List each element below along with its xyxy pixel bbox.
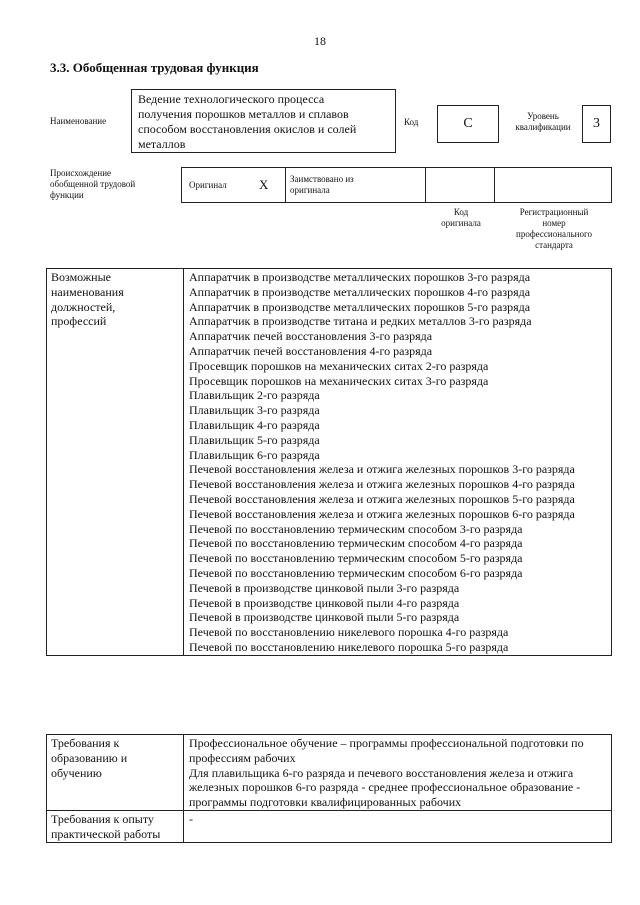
position-item: Печевой по восстановлению термическим способом 4-го разряда bbox=[189, 536, 523, 551]
experience-label-cell bbox=[47, 810, 184, 842]
borrowed-cell bbox=[286, 168, 426, 202]
position-item: Печевой восстановления железа и отжига железных порошков 6-го разряда bbox=[189, 506, 575, 521]
origin-label-line: Происхождение bbox=[50, 168, 112, 178]
section-title: 3.3. Обобщенная трудовая функция bbox=[50, 60, 259, 75]
position-item: Плавильщик 6-го разряда bbox=[189, 447, 320, 462]
name-line: металлов bbox=[138, 137, 186, 151]
education-label-line: Требования к bbox=[51, 736, 120, 750]
borrowed-label bbox=[290, 174, 354, 196]
borrowed-label-line: Заимствовано из bbox=[290, 174, 354, 184]
experience-text-cell: - bbox=[184, 810, 612, 842]
origin-label-line: обобщенной трудовой bbox=[50, 179, 136, 189]
original-label: Оригинал bbox=[189, 180, 227, 190]
name-label: Наименование bbox=[50, 116, 107, 126]
caption-line: оригинала bbox=[441, 218, 481, 228]
name-value-box bbox=[131, 89, 396, 153]
position-item: Печевой в производстве цинковой пыли 3-го разряда bbox=[189, 580, 460, 595]
position-item: Просевщик порошков на механических ситах 3-го разряда bbox=[189, 373, 489, 388]
position-item: Печевой в производстве цинковой пыли 5-го разряда bbox=[189, 610, 460, 625]
original-mark: X bbox=[259, 177, 269, 192]
name-line: способом восстановления окислов и солей bbox=[138, 122, 357, 136]
caption-line: Регистрационный bbox=[519, 207, 589, 217]
position-item: Плавильщик 5-го разряда bbox=[189, 432, 320, 447]
education-label-line: образованию и bbox=[51, 750, 128, 765]
education-text-cell bbox=[184, 735, 612, 811]
reg-number-cell bbox=[495, 168, 611, 202]
position-item: Аппаратчик в производстве металлических порошков 3-го разряда bbox=[189, 270, 531, 284]
reg-number-caption bbox=[496, 207, 612, 251]
education-paragraph: Для плавильщика 6-го разряда и печевого восстановления железа и отжига железных порошков 6-го разряда - среднее профессиональное образование - программы подготовки квалифицированных рабочих bbox=[189, 765, 581, 810]
position-item: Печевой восстановления железа и отжига железных порошков 5-го разряда bbox=[189, 491, 575, 506]
position-item: Печевой восстановления железа и отжига железных порошков 4-го разряда bbox=[189, 477, 575, 492]
positions-label-line: должностей, bbox=[51, 299, 116, 314]
experience-label-line: Требования к опыту bbox=[51, 811, 154, 826]
page-number: 18 bbox=[314, 34, 326, 48]
origin-label-line: функции bbox=[50, 190, 84, 200]
caption-line: профессионального bbox=[516, 229, 592, 239]
level-value: 3 bbox=[582, 105, 611, 143]
caption-line: номер bbox=[542, 218, 566, 228]
caption-line: стандарта bbox=[535, 240, 573, 250]
position-item: Аппаратчик печей восстановления 3-го разряда bbox=[189, 329, 433, 344]
position-item: Аппаратчик в производстве металлических порошков 5-го разряда bbox=[189, 299, 531, 314]
position-item: Аппаратчик печей восстановления 4-го разряда bbox=[189, 343, 433, 358]
position-item: Печевой в производстве цинковой пыли 4-го разряда bbox=[189, 595, 460, 610]
level-label bbox=[508, 111, 578, 133]
positions-label-line: Возможные bbox=[51, 270, 111, 284]
borrowed-label-line: оригинала bbox=[290, 185, 330, 195]
original-cell bbox=[182, 168, 286, 202]
positions-table bbox=[46, 268, 612, 656]
positions-list-cell bbox=[184, 269, 612, 656]
origin-table bbox=[181, 167, 612, 203]
positions-label-line: наименования bbox=[51, 284, 124, 299]
position-item: Просевщик порошков на механических ситах 2-го разряда bbox=[189, 358, 489, 373]
name-line: Ведение технологического процесса bbox=[138, 92, 325, 106]
experience-label-line: практической работы bbox=[51, 826, 161, 841]
position-item: Аппаратчик в производстве металлических порошков 4-го разряда bbox=[189, 284, 531, 299]
position-item: Печевой по восстановлению никелевого порошка 4-го разряда bbox=[189, 625, 509, 640]
education-paragraph: Профессиональное обучение – программы профессиональной подготовки по профессиям рабочих bbox=[189, 736, 584, 765]
caption-line: Код bbox=[453, 207, 469, 217]
position-item: Печевой по восстановлению термическим способом 5-го разряда bbox=[189, 551, 523, 566]
position-item: Плавильщик 4-го разряда bbox=[189, 417, 320, 432]
position-item: Плавильщик 3-го разряда bbox=[189, 403, 320, 418]
positions-label-line: профессий bbox=[51, 314, 107, 329]
positions-label-cell bbox=[47, 269, 184, 656]
name-line: получения порошков металлов и сплавов bbox=[138, 107, 349, 121]
level-label-line: квалификации bbox=[515, 122, 571, 132]
position-item: Печевой по восстановлению термическим способом 6-го разряда bbox=[189, 565, 523, 580]
position-item: Печевой восстановления железа и отжига железных порошков 3-го разряда bbox=[189, 462, 575, 477]
code-label: Код bbox=[404, 117, 419, 127]
original-code-caption bbox=[426, 207, 496, 229]
requirements-table bbox=[46, 734, 612, 843]
position-item: Печевой по восстановлению термическим способом 3-го разряда bbox=[189, 521, 523, 536]
origin-label bbox=[50, 168, 135, 201]
education-label-line: обучению bbox=[51, 765, 102, 780]
level-label-line: Уровень bbox=[527, 111, 559, 121]
position-item: Плавильщик 2-го разряда bbox=[189, 388, 320, 403]
code-value: C bbox=[437, 105, 499, 143]
position-item: Аппаратчик в производстве титана и редких металлов 3-го разряда bbox=[189, 314, 532, 329]
education-label-cell bbox=[47, 735, 184, 811]
original-code-cell bbox=[426, 168, 495, 202]
position-item: Печевой по восстановлению никелевого порошка 5-го разряда bbox=[189, 639, 509, 654]
